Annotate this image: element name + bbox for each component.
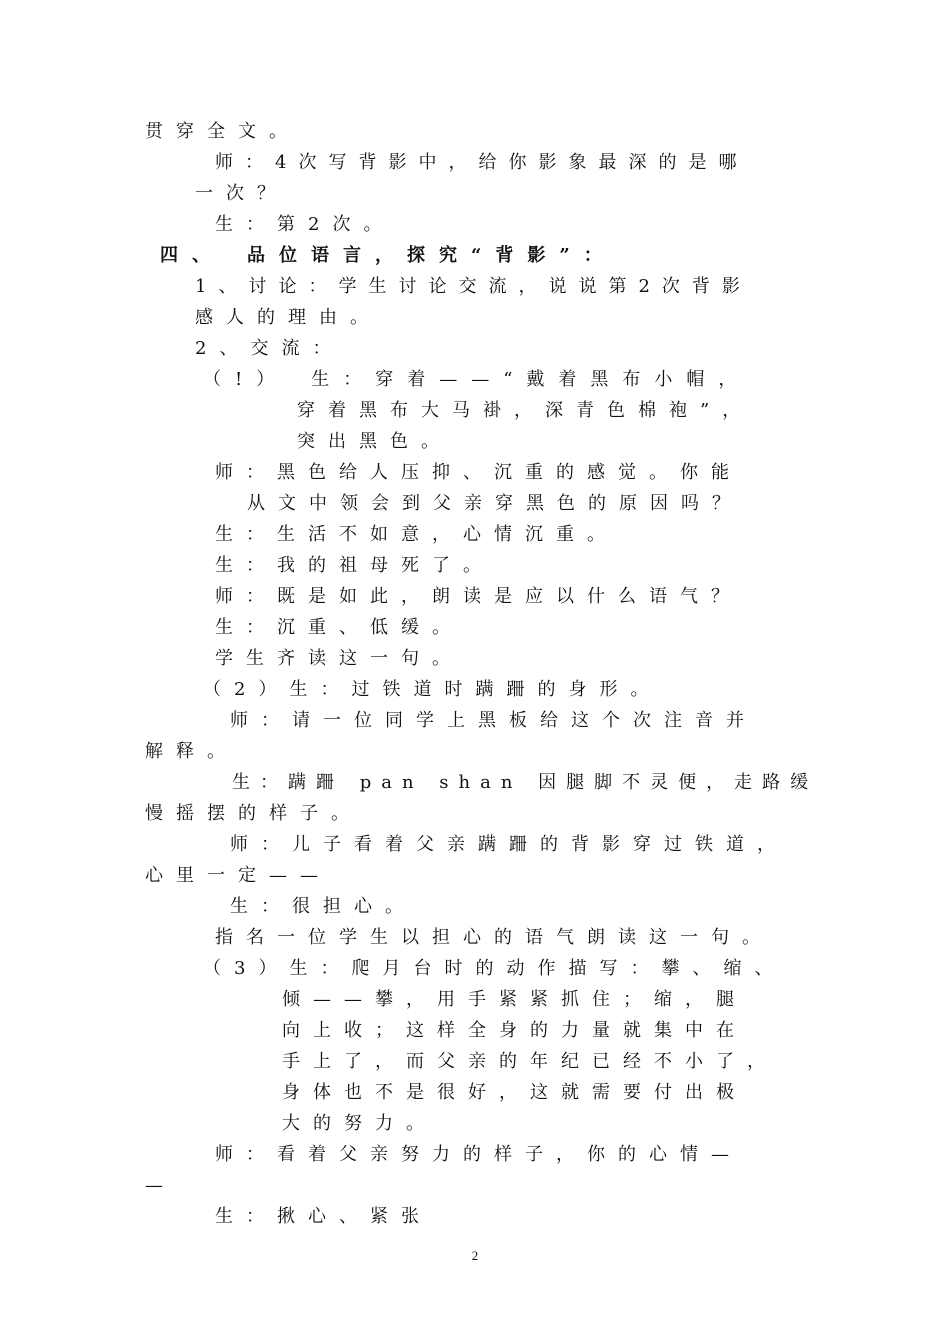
text-line: 指名一位学生以担心的语气朗读这一句。	[215, 927, 773, 948]
text-line: （2）生：过铁道时蹒跚的身形。	[203, 679, 662, 700]
text-line: 身体也不是很好，这就需要付出极	[282, 1082, 747, 1103]
text-line: 生：生活不如意，心情沉重。	[215, 524, 618, 545]
text-line: 师：请一位同学上黑板给这个次注音并	[230, 710, 757, 731]
text-line: 大的努力。	[282, 1113, 437, 1134]
text-line: 心里一定——	[145, 865, 331, 886]
text-line: 感人的理由。	[195, 307, 381, 328]
text-line: 师：黑色给人压抑、沉重的感觉。你能	[215, 462, 742, 483]
text-line: 生：我的祖母死了。	[215, 555, 494, 576]
section-heading: 四、 品位语言，探究“背影”：	[160, 245, 616, 266]
text-line: （!） 生：穿着——“戴着黑布小帽，	[203, 369, 751, 390]
text-line: 穿着黑布大马褂，深青色棉袍”，	[297, 400, 754, 421]
text-line: 向上收；这样全身的力量就集中在	[282, 1020, 747, 1041]
text-line: —	[145, 1175, 176, 1196]
text-line: 解释。	[145, 741, 238, 762]
text-line: 生：沉重、低缓。	[215, 617, 463, 638]
text-line: 师：儿子看着父亲蹒跚的背影穿过铁道，	[230, 834, 788, 855]
page-number: 2	[471, 1248, 479, 1263]
text-line: 1、讨论：学生讨论交流，说说第2次背影	[195, 276, 752, 297]
text-line: 生：蹒跚 pan shan 因腿脚不灵便，走路缓	[232, 772, 819, 793]
text-line: 一次？	[195, 183, 288, 204]
text-line: 2、交流：	[195, 338, 344, 359]
text-line: 生：揪心、紧张	[215, 1206, 432, 1227]
text-line: 师：既是如此，朗读是应以什么语气？	[215, 586, 742, 607]
text-line: 慢摇摆的样子。	[145, 803, 362, 824]
text-line: 学生齐读这一句。	[215, 648, 463, 669]
text-line: 生：第2次。	[215, 214, 395, 235]
text-line: （3）生：爬月台时的动作描写：攀、缩、	[203, 958, 786, 979]
text-line: 师：看着父亲努力的样子，你的心情—	[215, 1144, 742, 1165]
text-line: 从文中领会到父亲穿黑色的原因吗？	[247, 493, 743, 514]
text-line: 手上了，而父亲的年纪已经不小了，	[282, 1051, 778, 1072]
text-line: 突出黑色。	[297, 431, 452, 452]
text-line: 倾——攀，用手紧紧抓住；缩，腿	[282, 989, 747, 1010]
text-line: 贯穿全文。	[145, 121, 300, 142]
text-line: 生：很担心。	[230, 896, 416, 917]
text-line: 师：4次写背影中，给你影象最深的是哪	[215, 152, 749, 173]
